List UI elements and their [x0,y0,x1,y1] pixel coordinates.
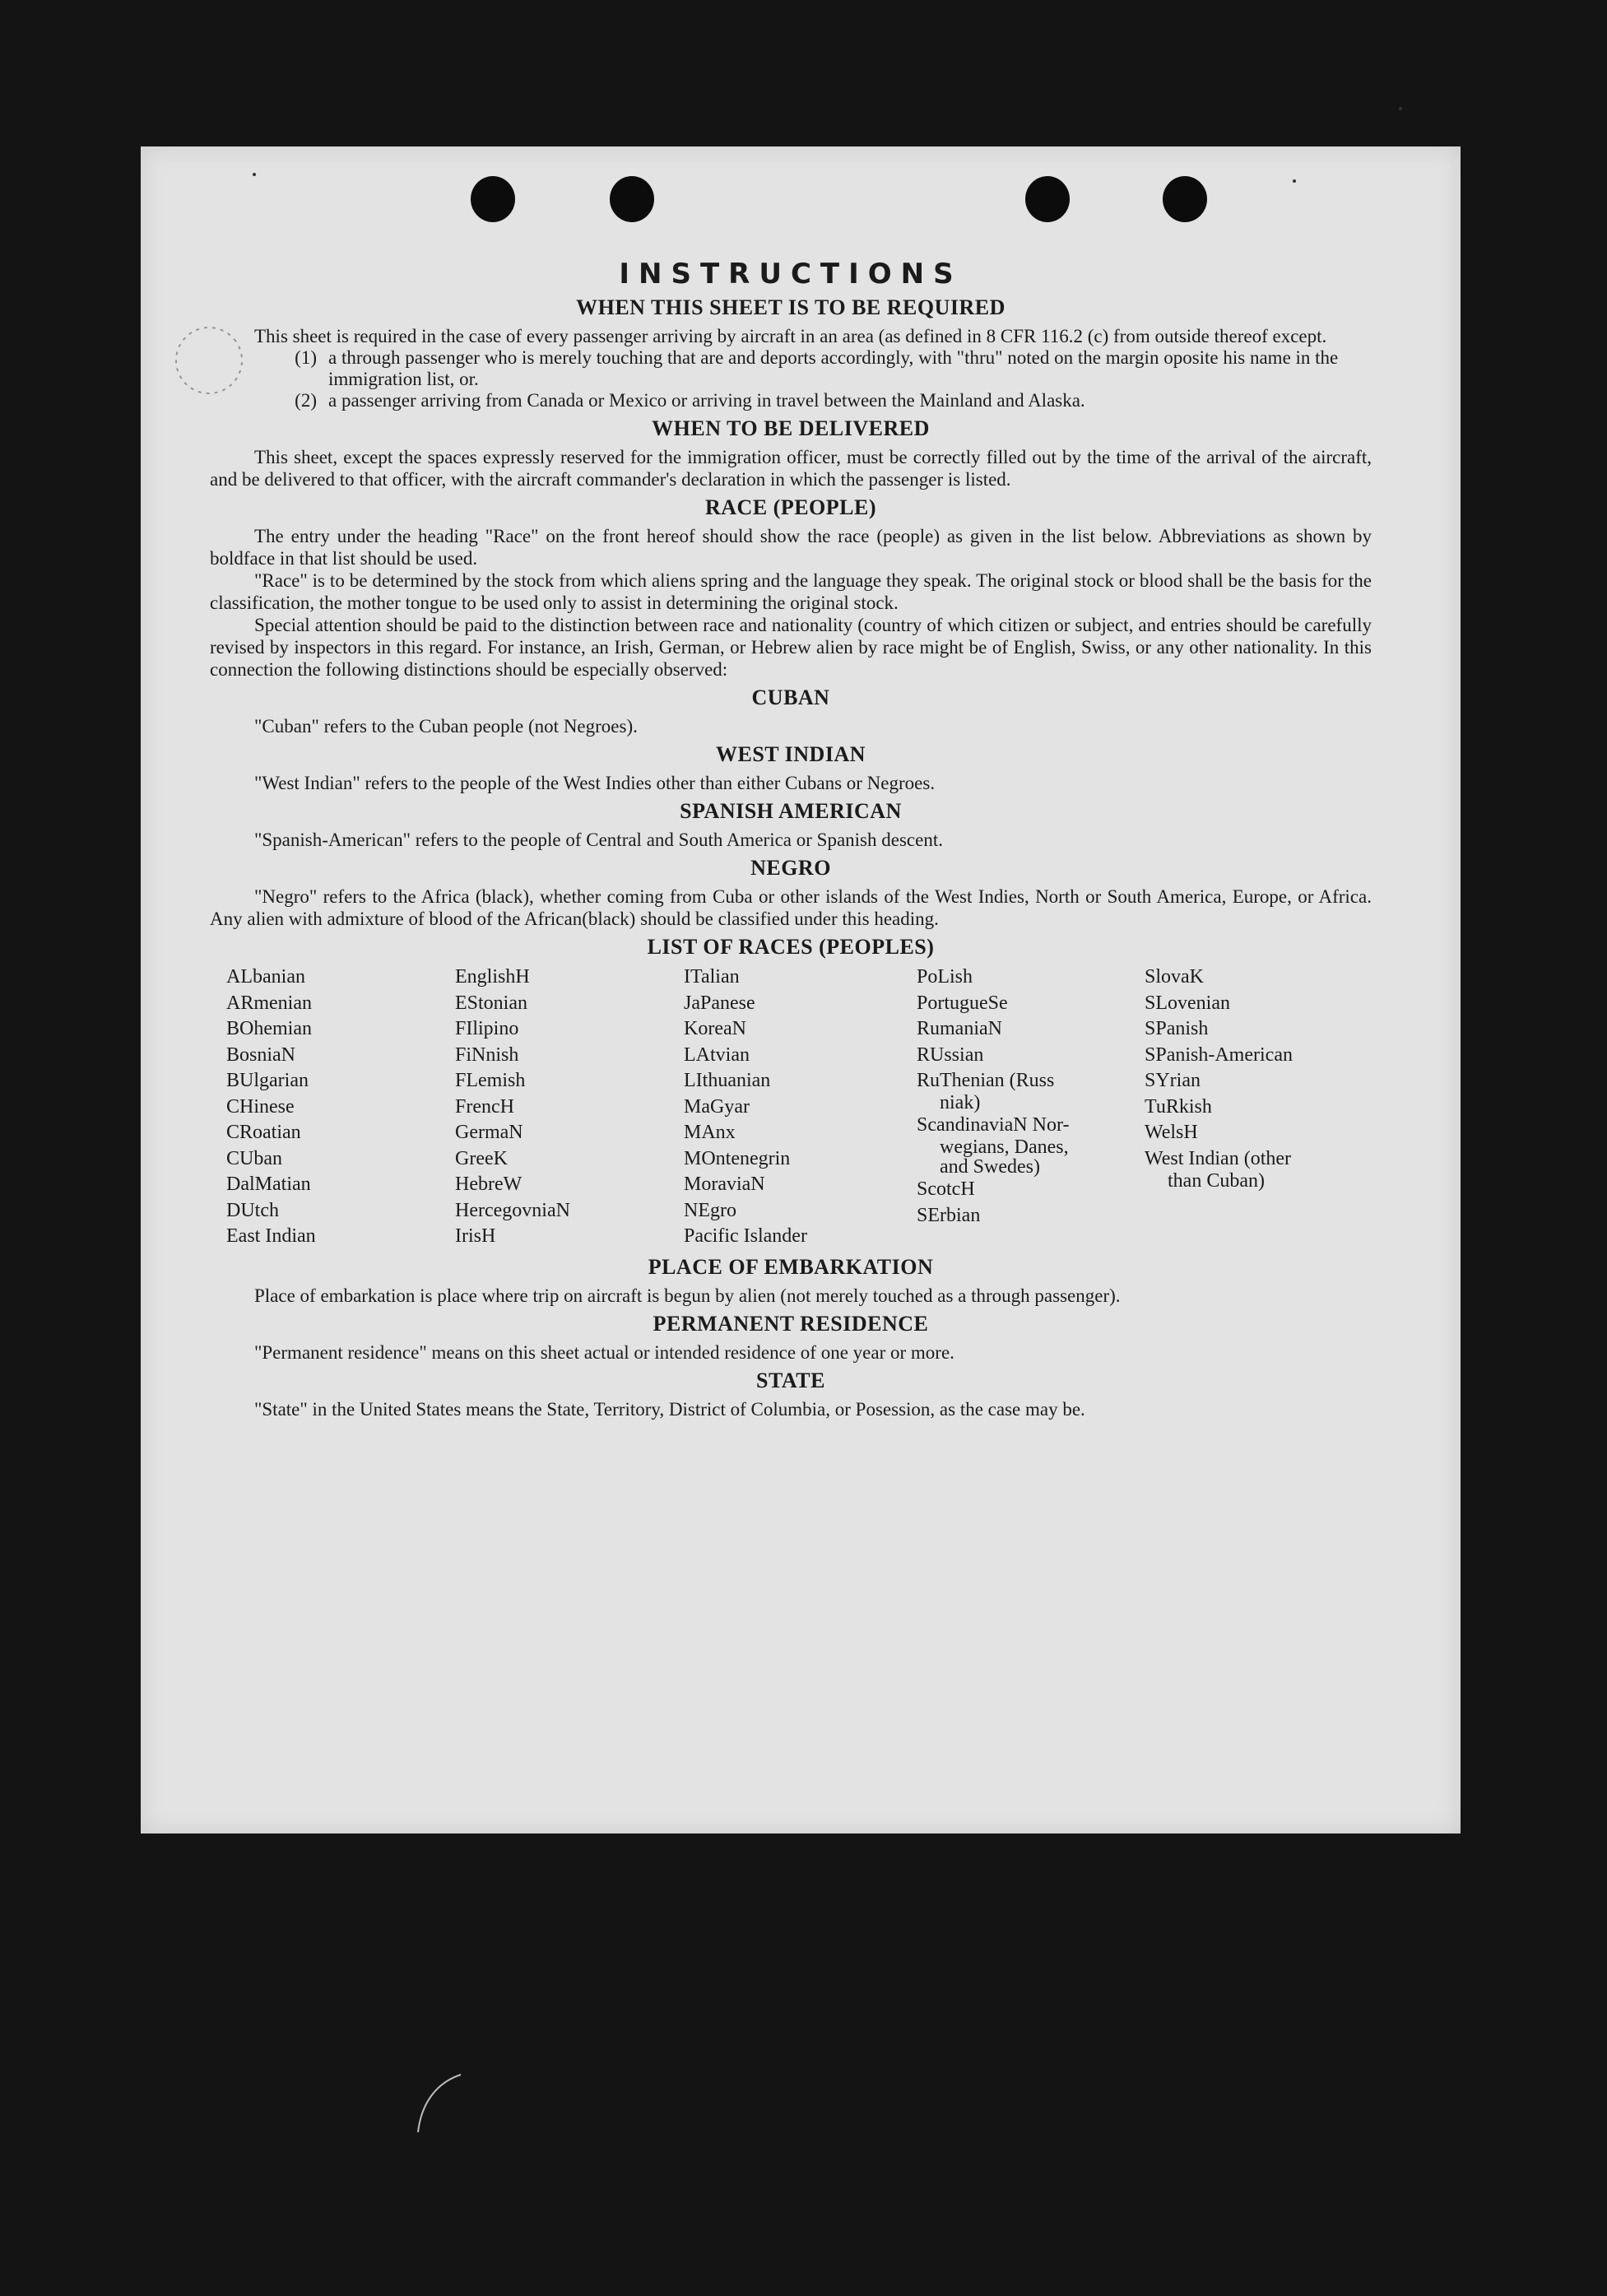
race-entry: East Indian [226,1225,316,1247]
section-body-west-indian: "West Indian" refers to the people of the West Indies other than either Cubans or Negroes. [254,773,936,793]
section-heading-spanish-american: SPANISH AMERICAN [680,799,902,823]
race-entry: WelsH [1145,1122,1198,1143]
races-column [917,964,1145,1250]
punch-hole [471,176,515,222]
exception-item [210,390,1372,411]
section-body-embarkation: Place of embarkation is place where trip on aircraft is begun by alien (not merely touched as a through passenger). [254,1285,1121,1306]
race-entry: BUlgarian [226,1070,309,1091]
race-entry: SPanish-American [1145,1043,1293,1066]
race-entry: ScandinaviaN Nor- [917,1114,1070,1136]
race-entry: JaPanese [684,992,755,1014]
race-entry: ARmenian [226,992,312,1014]
race-entry-continued: than Cuban) [1168,1169,1265,1192]
dust-speck [1293,179,1296,183]
race-entry: MOntenegrin [684,1147,791,1169]
race-entry: BosniaN [226,1043,295,1066]
race-entry: SErbian [917,1204,981,1226]
race-entry: CHinese [226,1095,295,1118]
exception-number: (1) [295,347,317,368]
section-body-required: This sheet is required in the case of every passenger arriving by aircraft in an area (as defined in 8 CFR 116.2 (c) from outside thereof except. [254,326,1327,346]
punch-hole [610,176,654,222]
race-entry: ALbanian [226,966,305,988]
race-entry: BOhemian [226,1018,312,1039]
document-sheet [141,146,1461,1834]
film-scratch-mark [411,2071,469,2136]
race-entry: West Indian (other [1145,1147,1292,1169]
race-entry-continued: wegians, Danes, [940,1136,1069,1158]
race-entry: PortugueSe [917,992,1008,1014]
race-entry: TuRkish [1145,1095,1212,1118]
race-entry-continued: and Swedes) [940,1156,1040,1178]
races-column [684,964,917,1250]
section-body-cuban: "Cuban" refers to the Cuban people (not Negroes). [254,716,638,737]
instructions-content [210,258,1372,1420]
exception-item [210,347,1372,390]
race-paragraph-3: Special attention should be paid to the distinction between race and nationality (country of which citizen or subject, and entries should be carefully revised by inspectors in this regard. For instance, an Irish, German, or Hebrew alien by race might be of English, Swiss, or any other nationality. In this connection the following distinctions should be especially observed: [210,615,1372,680]
race-entry: PoLish [917,966,973,988]
section-body-state: "State" in the United States means the State, Territory, District of Columbia, or Posession, as the case may be. [254,1398,1085,1420]
race-entry: LIthuanian [684,1070,771,1091]
section-heading-list-of-races: LIST OF RACES (PEOPLES) [647,935,935,959]
race-paragraph-1: The entry under the heading "Race" on the front hereof should show the race (people) as given in the list below. Abbreviations as shown by boldface in that list should be used. [210,526,1372,569]
page-title: INSTRUCTIONS [619,258,963,290]
race-entry: EnglishH [455,966,530,988]
exception-text: a through passenger who is merely touching that are and deports accordingly, with "thru" noted on the margin oposite his name in the immigration list, or. [328,347,1339,389]
race-entry: DUtch [226,1199,279,1221]
race-entry: LAtvian [684,1043,750,1066]
races-column [1145,964,1388,1250]
race-entry: GermaN [455,1122,523,1143]
section-heading-cuban: CUBAN [751,686,830,709]
race-entry: SYrian [1145,1070,1201,1091]
race-entry: SlovaK [1145,966,1204,988]
race-entry: ScotcH [917,1178,975,1200]
section-heading-west-indian: WEST INDIAN [715,742,866,766]
race-entry: EStonian [455,992,527,1014]
race-entry: HebreW [455,1174,523,1195]
race-entry: RuThenian (Russ [917,1070,1055,1091]
race-entry: MoraviaN [684,1174,765,1195]
dust-speck [253,173,256,176]
race-entry: Pacific Islander [684,1225,807,1247]
punch-hole [1163,176,1207,222]
race-entry: RUssian [917,1043,984,1066]
section-body-negro: "Negro" refers to the Africa (black), whether coming from Cuba or other islands of the West Indies, North or South America, Europe, or Africa. Any alien with admixture of blood of the African(black) should be classified under this heading. [210,886,1372,929]
section-heading-delivered: WHEN TO BE DELIVERED [652,416,930,440]
punch-hole [1025,176,1070,222]
race-entry: MAnx [684,1122,736,1143]
section-heading-required: WHEN THIS SHEET IS TO BE REQUIRED [576,295,1006,319]
race-entry-continued: niak) [940,1092,981,1113]
section-body-residence: "Permanent residence" means on this sheet actual or intended residence of one year or more. [254,1341,954,1363]
race-entry: NEgro [684,1199,736,1221]
race-entry: KoreaN [684,1018,746,1039]
races-column [455,964,684,1250]
race-entry: RumaniaN [917,1018,1002,1039]
section-body-delivered: This sheet, except the spaces expressly reserved for the immigration officer, must be correctly filled out by the time of the arrival of the aircraft, and be delivered to that officer, with the aircraft commander's declaration in which the passenger is listed. [210,447,1372,490]
race-entry: FLemish [455,1070,526,1091]
race-entry: GreeK [455,1147,508,1169]
races-column [226,964,455,1250]
section-heading-embarkation: PLACE OF EMBARKATION [648,1254,934,1279]
exception-number: (2) [295,390,317,411]
races-list [226,964,1372,1250]
race-paragraph-2: "Race" is to be determined by the stock from which aliens spring and the language they speak. The original stock or blood shall be the basis for the classification, the mother tongue to be used only to assist in determining the original stock. [210,570,1372,613]
section-heading-residence: PERMANENT RESIDENCE [653,1311,929,1336]
section-body-spanish-american: "Spanish-American" refers to the people of Central and South America or Spanish descent. [254,830,943,850]
section-heading-negro: NEGRO [750,856,831,880]
race-entry: HercegovniaN [455,1199,570,1221]
race-entry: IrisH [455,1225,496,1247]
race-entry: MaGyar [684,1095,750,1118]
race-entry: SPanish [1145,1018,1209,1039]
race-entry: CUban [226,1147,282,1169]
race-entry: DalMatian [226,1174,311,1195]
dust-speck [1399,107,1402,110]
section-heading-state: STATE [756,1368,825,1392]
race-entry: FIlipino [455,1018,519,1039]
race-entry: CRoatian [226,1122,301,1143]
race-entry: SLovenian [1145,992,1230,1014]
race-entry: ITalian [684,966,740,988]
exception-text: a passenger arriving from Canada or Mexico or arriving in travel between the Mainland and Alaska. [328,390,1085,411]
race-entry: FiNnish [455,1043,519,1066]
section-heading-race: RACE (PEOPLE) [705,495,876,519]
race-entry: FrencH [455,1095,514,1118]
